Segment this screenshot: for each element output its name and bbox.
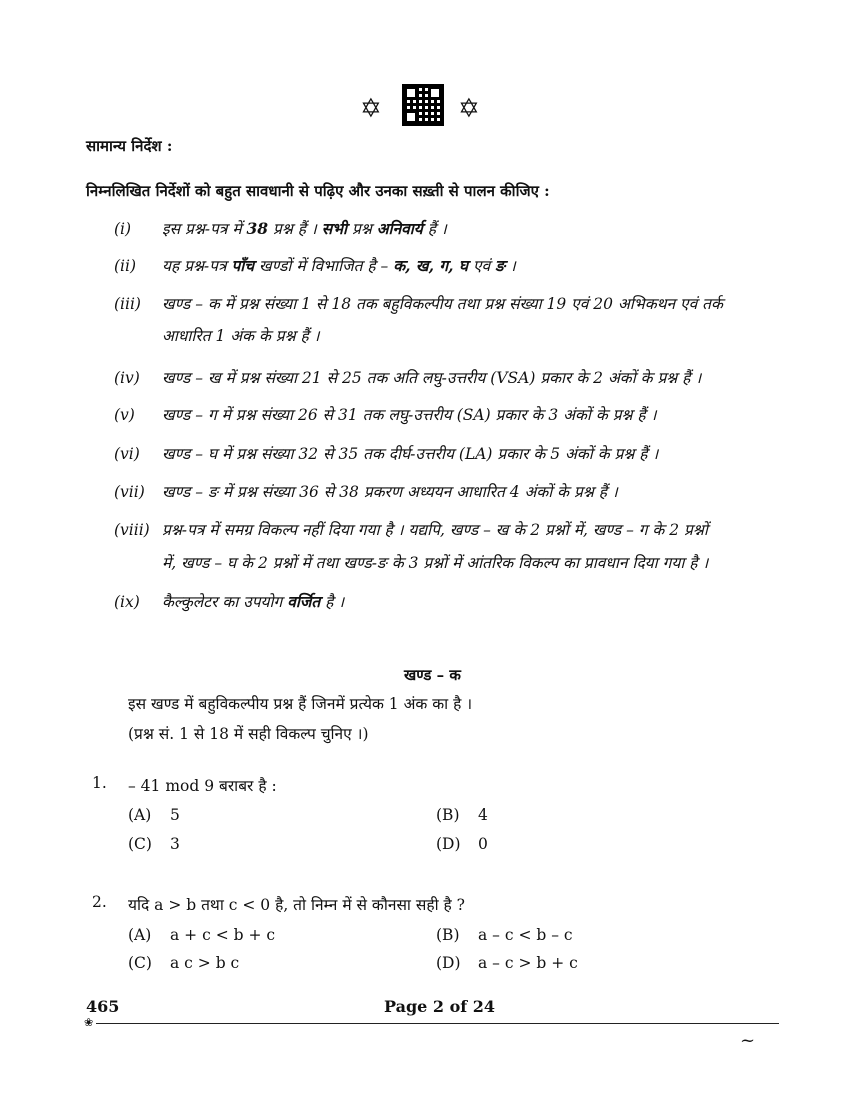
general-instructions-intro: निम्नलिखित निर्देशों को बहुत सावधानी से पढ़िए और उनका सख़्ती से पालन कीजिए : bbox=[86, 182, 550, 200]
option-value: a + c < b + c bbox=[170, 926, 276, 944]
section-title: खण्ड – क bbox=[404, 666, 461, 684]
page-number: Page 2 of 24 bbox=[384, 997, 495, 1016]
section-description: इस खण्ड में बहुविकल्पीय प्रश्न हैं जिनमें प्रत्येक 1 अंक का है । bbox=[128, 695, 473, 713]
option-label: (D) bbox=[436, 835, 461, 853]
instruction-item bbox=[114, 443, 774, 467]
flower-mark-icon: ❀ bbox=[84, 1016, 94, 1029]
instruction-item bbox=[114, 481, 774, 505]
general-instructions-title: सामान्य निर्देश : bbox=[86, 137, 173, 155]
instruction-text-line2: आधारित 1 अंक के प्रश्न हैं । bbox=[162, 327, 320, 345]
option-label: (D) bbox=[436, 954, 461, 972]
instruction-text: इस प्रश्न-पत्र में 38 प्रश्न हैं । सभी प्रश्न अनिवार्य हैं । bbox=[162, 219, 447, 238]
option-label: (A) bbox=[128, 926, 152, 944]
instruction-text: खण्ड – ख में प्रश्न संख्या 21 से 25 तक अति लघु-उत्तरीय (VSA) प्रकार के 2 अंकों के प्रश्न हैं । bbox=[162, 369, 702, 387]
option-label: (B) bbox=[436, 926, 460, 944]
option-value: 5 bbox=[170, 806, 180, 824]
option-label: (B) bbox=[436, 806, 460, 824]
footer-divider bbox=[96, 1023, 779, 1024]
qr-code bbox=[402, 84, 444, 126]
option-value: a – c < b – c bbox=[478, 926, 573, 944]
question-text: – 41 mod 9 बराबर है : bbox=[128, 777, 277, 795]
instruction-item bbox=[114, 293, 774, 353]
instruction-text: यह प्रश्न-पत्र पाँच खण्डों में विभाजित है – क, ख, ग, घ एवं ङ । bbox=[162, 256, 516, 275]
instruction-number: (i) bbox=[114, 220, 132, 238]
option-value: a c > b c bbox=[170, 954, 240, 972]
instruction-item bbox=[114, 367, 774, 391]
instruction-number: (viii) bbox=[114, 521, 150, 539]
instruction-number: (iv) bbox=[114, 369, 140, 387]
instruction-text: कैल्कुलेटर का उपयोग वर्जित है । bbox=[162, 592, 345, 611]
instruction-item bbox=[114, 519, 774, 579]
option-value: 0 bbox=[478, 835, 488, 853]
star-left-icon: ✡ bbox=[360, 94, 382, 124]
instruction-text: खण्ड – ग में प्रश्न संख्या 26 से 31 तक लघु-उत्तरीय (SA) प्रकार के 3 अंकों के प्रश्न हैं । bbox=[162, 406, 657, 424]
instruction-number: (v) bbox=[114, 406, 135, 424]
instruction-number: (ix) bbox=[114, 593, 140, 611]
instruction-number: (ii) bbox=[114, 257, 137, 275]
option-label: (C) bbox=[128, 954, 152, 972]
option-value: 4 bbox=[478, 806, 488, 824]
instruction-text: खण्ड – ङ में प्रश्न संख्या 36 से 38 प्रकरण अध्ययन आधारित 4 अंकों के प्रश्न हैं । bbox=[162, 483, 618, 501]
instruction-number: (vi) bbox=[114, 445, 140, 463]
tilde-mark: ~ bbox=[740, 1030, 756, 1051]
section-instruction: (प्रश्न सं. 1 से 18 में सही विकल्प चुनिए ।) bbox=[128, 725, 369, 743]
instruction-text-line2: में, खण्ड – घ के 2 प्रश्नों में तथा खण्ड-ङ के 3 प्रश्नों में आंतरिक विकल्प का प्रावधान दिया गया है । bbox=[162, 554, 709, 572]
option-label: (C) bbox=[128, 835, 152, 853]
instruction-text: खण्ड – घ में प्रश्न संख्या 32 से 35 तक दीर्घ-उत्तरीय (LA) प्रकार के 5 अंकों के प्रश्न हैं । bbox=[162, 445, 659, 463]
instruction-number: (iii) bbox=[114, 295, 141, 313]
paper-code: 465 bbox=[86, 997, 120, 1016]
instruction-number: (vii) bbox=[114, 483, 145, 501]
instruction-text-line1: प्रश्न-पत्र में समग्र विकल्प नहीं दिया गया है । यद्यपि, खण्ड – ख के 2 प्रश्नों में, खण्ड – ग के 2 प्रश्नों bbox=[162, 521, 708, 539]
option-value: 3 bbox=[170, 835, 180, 853]
instruction-item bbox=[114, 404, 774, 428]
question-number: 2. bbox=[92, 893, 107, 911]
instruction-item bbox=[114, 218, 774, 242]
option-value: a – c > b + c bbox=[478, 954, 578, 972]
star-right-icon: ✡ bbox=[458, 94, 480, 124]
option-label: (A) bbox=[128, 806, 152, 824]
instruction-item bbox=[114, 591, 774, 615]
question-text: यदि a > b तथा c < 0 है, तो निम्न में से कौनसा सही है ? bbox=[128, 896, 465, 914]
question-number: 1. bbox=[92, 774, 107, 792]
instruction-item bbox=[114, 255, 774, 279]
instruction-text-line1: खण्ड – क में प्रश्न संख्या 1 से 18 तक बहुविकल्पीय तथा प्रश्न संख्या 19 एवं 20 अभिकथन एवं तर्क bbox=[162, 295, 723, 313]
